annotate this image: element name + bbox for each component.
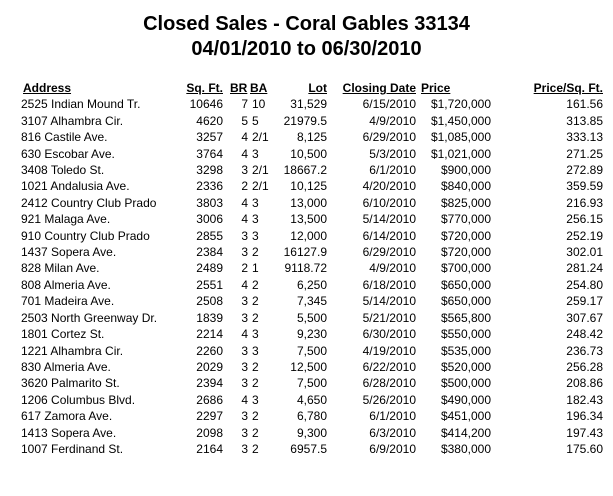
br-cell: 3 — [241, 228, 248, 243]
table-row — [18, 326, 603, 342]
address-cell: 828 Milan Ave. — [21, 261, 100, 276]
closing-date-cell: 6/22/2010 — [362, 359, 416, 374]
address-cell: 2412 Country Club Prado — [21, 195, 157, 210]
price-per-sqft-cell: 307.67 — [566, 310, 603, 325]
date-range-subtitle: 04/01/2010 to 06/30/2010 — [191, 38, 422, 60]
price-cell: $720,000 — [440, 228, 491, 243]
table-row — [18, 195, 603, 211]
price-cell: $825,000 — [440, 195, 491, 210]
br-cell: 7 — [241, 97, 248, 112]
price-per-sqft-cell: 256.28 — [566, 359, 603, 374]
ba-cell: 2/1 — [252, 163, 269, 178]
price-per-sqft-cell: 236.73 — [566, 343, 603, 358]
address-cell: 830 Almeria Ave. — [21, 359, 111, 374]
price-per-sqft-cell: 271.25 — [566, 146, 603, 161]
lot-cell: 9,300 — [296, 425, 327, 440]
address-cell: 816 Castile Ave. — [21, 130, 108, 145]
price-cell: $1,021,000 — [430, 146, 491, 161]
sqft-cell: 1839 — [196, 310, 223, 325]
br-cell: 2 — [241, 261, 248, 276]
table-header-row — [18, 80, 603, 96]
lot-cell: 18667.2 — [283, 163, 327, 178]
table-row — [18, 425, 603, 441]
ba-cell: 3 — [252, 228, 259, 243]
ba-cell: 3 — [252, 343, 259, 358]
price-per-sqft-cell: 175.60 — [566, 441, 603, 456]
lot-cell: 4,650 — [296, 392, 327, 407]
page-title: Closed Sales - Coral Gables 33134 — [143, 13, 470, 35]
ba-cell: 2 — [252, 277, 259, 292]
price-cell: $451,000 — [440, 409, 491, 424]
sqft-cell: 2164 — [196, 441, 223, 456]
price-cell: $1,720,000 — [430, 97, 491, 112]
sqft-cell: 2686 — [196, 392, 223, 407]
closing-date-cell: 6/29/2010 — [362, 245, 416, 260]
sqft-cell: 3764 — [196, 146, 223, 161]
address-cell: 1007 Ferdinand St. — [21, 441, 124, 456]
br-cell: 3 — [241, 409, 248, 424]
br-cell: 3 — [241, 359, 248, 374]
sqft-cell: 10646 — [189, 97, 223, 112]
ba-cell: 2 — [252, 294, 259, 309]
lot-cell: 21979.5 — [283, 113, 327, 128]
sqft-cell: 2260 — [196, 343, 223, 358]
ba-cell: 2 — [252, 425, 259, 440]
price-cell: $535,000 — [440, 343, 491, 358]
table-row — [18, 277, 603, 293]
price-cell: $520,000 — [440, 359, 491, 374]
address-cell: 1413 Sopera Ave. — [21, 425, 117, 440]
price-per-sqft-cell: 272.89 — [566, 163, 603, 178]
price-cell: $1,450,000 — [430, 113, 491, 128]
br-cell: 4 — [241, 195, 248, 210]
table-row — [18, 146, 603, 162]
closing-date-cell: 6/28/2010 — [362, 376, 416, 391]
price-per-sqft-cell: 248.42 — [566, 327, 603, 342]
price-cell: $900,000 — [440, 163, 491, 178]
sqft-cell: 2029 — [196, 359, 223, 374]
table-row — [18, 162, 603, 178]
column-header-price: Price — [421, 81, 451, 95]
table-row — [18, 228, 603, 244]
lot-cell: 10,125 — [290, 179, 327, 194]
sqft-cell: 3006 — [196, 212, 223, 227]
price-per-sqft-cell: 259.17 — [566, 294, 603, 309]
price-cell: $700,000 — [440, 261, 491, 276]
sqft-cell: 2508 — [196, 294, 223, 309]
closing-date-cell: 6/14/2010 — [362, 228, 416, 243]
price-per-sqft-cell: 208.86 — [566, 376, 603, 391]
price-cell: $414,200 — [440, 425, 491, 440]
closing-date-cell: 4/9/2010 — [369, 113, 416, 128]
ba-cell: 3 — [252, 146, 259, 161]
lot-cell: 16127.9 — [283, 245, 327, 260]
address-cell: 1221 Alhambra Cir. — [21, 343, 124, 358]
table-row — [18, 359, 603, 375]
price-per-sqft-cell: 216.93 — [566, 195, 603, 210]
price-cell: $380,000 — [440, 441, 491, 456]
table-row — [18, 343, 603, 359]
table-row — [18, 244, 603, 260]
lot-cell: 31,529 — [290, 97, 327, 112]
address-cell: 921 Malaga Ave. — [21, 212, 111, 227]
ba-cell: 2 — [252, 310, 259, 325]
column-header-address: Address — [23, 81, 72, 95]
price-per-sqft-cell: 313.85 — [566, 113, 603, 128]
sqft-cell: 2551 — [196, 277, 223, 292]
lot-cell: 10,500 — [290, 146, 327, 161]
sqft-cell: 2098 — [196, 425, 223, 440]
price-per-sqft-cell: 252.19 — [566, 228, 603, 243]
price-per-sqft-cell: 254.80 — [566, 277, 603, 292]
ba-cell: 2 — [252, 441, 259, 456]
br-cell: 3 — [241, 376, 248, 391]
ba-cell: 2 — [252, 359, 259, 374]
closing-date-cell: 6/3/2010 — [369, 425, 416, 440]
closing-date-cell: 6/15/2010 — [362, 97, 416, 112]
address-cell: 1021 Andalusia Ave. — [21, 179, 130, 194]
price-cell: $720,000 — [440, 245, 491, 260]
price-per-sqft-cell: 333.13 — [566, 130, 603, 145]
column-header-closing-date: Closing Date — [342, 81, 416, 95]
address-cell: 701 Madeira Ave. — [21, 294, 115, 309]
br-cell: 4 — [241, 327, 248, 342]
price-cell: $490,000 — [440, 392, 491, 407]
address-cell: 617 Zamora Ave. — [21, 409, 113, 424]
closing-date-cell: 5/14/2010 — [362, 294, 416, 309]
price-cell: $770,000 — [440, 212, 491, 227]
closing-date-cell: 6/29/2010 — [362, 130, 416, 145]
lot-cell: 7,500 — [296, 343, 327, 358]
br-cell: 4 — [241, 277, 248, 292]
price-cell: $550,000 — [440, 327, 491, 342]
table-row — [18, 310, 603, 326]
sqft-cell: 2336 — [196, 179, 223, 194]
closing-date-cell: 4/9/2010 — [369, 261, 416, 276]
lot-cell: 8,125 — [296, 130, 327, 145]
table-row — [18, 375, 603, 391]
closing-date-cell: 6/1/2010 — [369, 163, 416, 178]
br-cell: 4 — [241, 212, 248, 227]
closing-date-cell: 6/18/2010 — [362, 277, 416, 292]
br-cell: 3 — [241, 425, 248, 440]
price-per-sqft-cell: 182.43 — [566, 392, 603, 407]
lot-cell: 12,500 — [290, 359, 327, 374]
closing-date-cell: 6/9/2010 — [369, 441, 416, 456]
br-cell: 3 — [241, 441, 248, 456]
price-cell: $1,085,000 — [430, 130, 491, 145]
price-cell: $840,000 — [440, 179, 491, 194]
lot-cell: 5,500 — [296, 310, 327, 325]
address-cell: 2503 North Greenway Dr. — [21, 310, 158, 325]
closed-sales-table — [18, 80, 603, 457]
br-cell: 4 — [241, 146, 248, 161]
address-cell: 3107 Alhambra Cir. — [21, 113, 124, 128]
sqft-cell: 2297 — [196, 409, 223, 424]
column-header-sqft: Sq. Ft. — [186, 81, 223, 95]
price-per-sqft-cell: 302.01 — [566, 245, 603, 260]
column-header-lot: Lot — [308, 81, 327, 95]
lot-cell: 13,000 — [290, 195, 327, 210]
sqft-cell: 2489 — [196, 261, 223, 276]
table-body — [18, 96, 603, 457]
closing-date-cell: 5/21/2010 — [362, 310, 416, 325]
ba-cell: 10 — [252, 97, 266, 112]
br-cell: 5 — [241, 113, 248, 128]
br-cell: 3 — [241, 245, 248, 260]
sqft-cell: 3298 — [196, 163, 223, 178]
price-per-sqft-cell: 359.59 — [566, 179, 603, 194]
address-cell: 3620 Palmarito St. — [21, 376, 120, 391]
price-cell: $565,800 — [440, 310, 491, 325]
ba-cell: 2 — [252, 409, 259, 424]
closing-date-cell: 5/3/2010 — [369, 146, 416, 161]
ba-cell: 5 — [252, 113, 259, 128]
address-cell: 808 Almeria Ave. — [21, 277, 111, 292]
ba-cell: 3 — [252, 327, 259, 342]
price-cell: $500,000 — [440, 376, 491, 391]
ba-cell: 2/1 — [252, 179, 269, 194]
closing-date-cell: 6/30/2010 — [362, 327, 416, 342]
lot-cell: 6,250 — [296, 277, 327, 292]
lot-cell: 6957.5 — [290, 441, 327, 456]
br-cell: 3 — [241, 310, 248, 325]
sqft-cell: 2214 — [196, 327, 223, 342]
sqft-cell: 3257 — [196, 130, 223, 145]
br-cell: 4 — [241, 392, 248, 407]
lot-cell: 7,345 — [296, 294, 327, 309]
closing-date-cell: 4/20/2010 — [362, 179, 416, 194]
address-cell: 3408 Toledo St. — [21, 163, 105, 178]
sqft-cell: 2394 — [196, 376, 223, 391]
ba-cell: 2 — [252, 245, 259, 260]
closing-date-cell: 4/19/2010 — [362, 343, 416, 358]
column-header-br: BR — [230, 81, 248, 95]
ba-cell: 1 — [252, 261, 259, 276]
sqft-cell: 3803 — [196, 195, 223, 210]
sqft-cell: 2855 — [196, 228, 223, 243]
br-cell: 2 — [241, 179, 248, 194]
price-per-sqft-cell: 161.56 — [566, 97, 603, 112]
table-row — [18, 113, 603, 129]
closing-date-cell: 6/10/2010 — [362, 195, 416, 210]
address-cell: 1206 Columbus Blvd. — [21, 392, 136, 407]
sqft-cell: 4620 — [196, 113, 223, 128]
closing-date-cell: 5/14/2010 — [362, 212, 416, 227]
lot-cell: 13,500 — [290, 212, 327, 227]
lot-cell: 9118.72 — [284, 261, 327, 276]
address-cell: 1437 Sopera Ave. — [21, 245, 117, 260]
br-cell: 4 — [241, 130, 248, 145]
ba-cell: 3 — [252, 392, 259, 407]
table-row — [18, 178, 603, 194]
address-cell: 1801 Cortez St. — [21, 327, 105, 342]
price-per-sqft-cell: 256.15 — [566, 212, 603, 227]
price-per-sqft-cell: 197.43 — [566, 425, 603, 440]
br-cell: 3 — [241, 163, 248, 178]
table-row — [18, 293, 603, 309]
address-cell: 910 Country Club Prado — [21, 228, 150, 243]
price-per-sqft-cell: 281.24 — [566, 261, 603, 276]
price-per-sqft-cell: 196.34 — [566, 409, 603, 424]
table-row — [18, 211, 603, 227]
price-cell: $650,000 — [440, 294, 491, 309]
ba-cell: 3 — [252, 212, 259, 227]
lot-cell: 7,500 — [296, 376, 327, 391]
table-row — [18, 392, 603, 408]
br-cell: 3 — [241, 343, 248, 358]
table-row — [18, 408, 603, 424]
ba-cell: 2 — [252, 376, 259, 391]
closing-date-cell: 5/26/2010 — [362, 392, 416, 407]
sqft-cell: 2384 — [196, 245, 223, 260]
lot-cell: 6,780 — [296, 409, 327, 424]
column-header-price-per-sqft: Price/Sq. Ft. — [533, 81, 603, 95]
table-row — [18, 96, 603, 112]
lot-cell: 9,230 — [296, 327, 327, 342]
table-row — [18, 260, 603, 276]
ba-cell: 3 — [252, 195, 259, 210]
br-cell: 3 — [241, 294, 248, 309]
table-row — [18, 441, 603, 457]
ba-cell: 2/1 — [252, 130, 269, 145]
column-header-ba: BA — [250, 81, 268, 95]
lot-cell: 12,000 — [290, 228, 327, 243]
address-cell: 630 Escobar Ave. — [21, 146, 115, 161]
table-row — [18, 129, 603, 145]
closing-date-cell: 6/1/2010 — [369, 409, 416, 424]
address-cell: 2525 Indian Mound Tr. — [21, 97, 141, 112]
price-cell: $650,000 — [440, 277, 491, 292]
